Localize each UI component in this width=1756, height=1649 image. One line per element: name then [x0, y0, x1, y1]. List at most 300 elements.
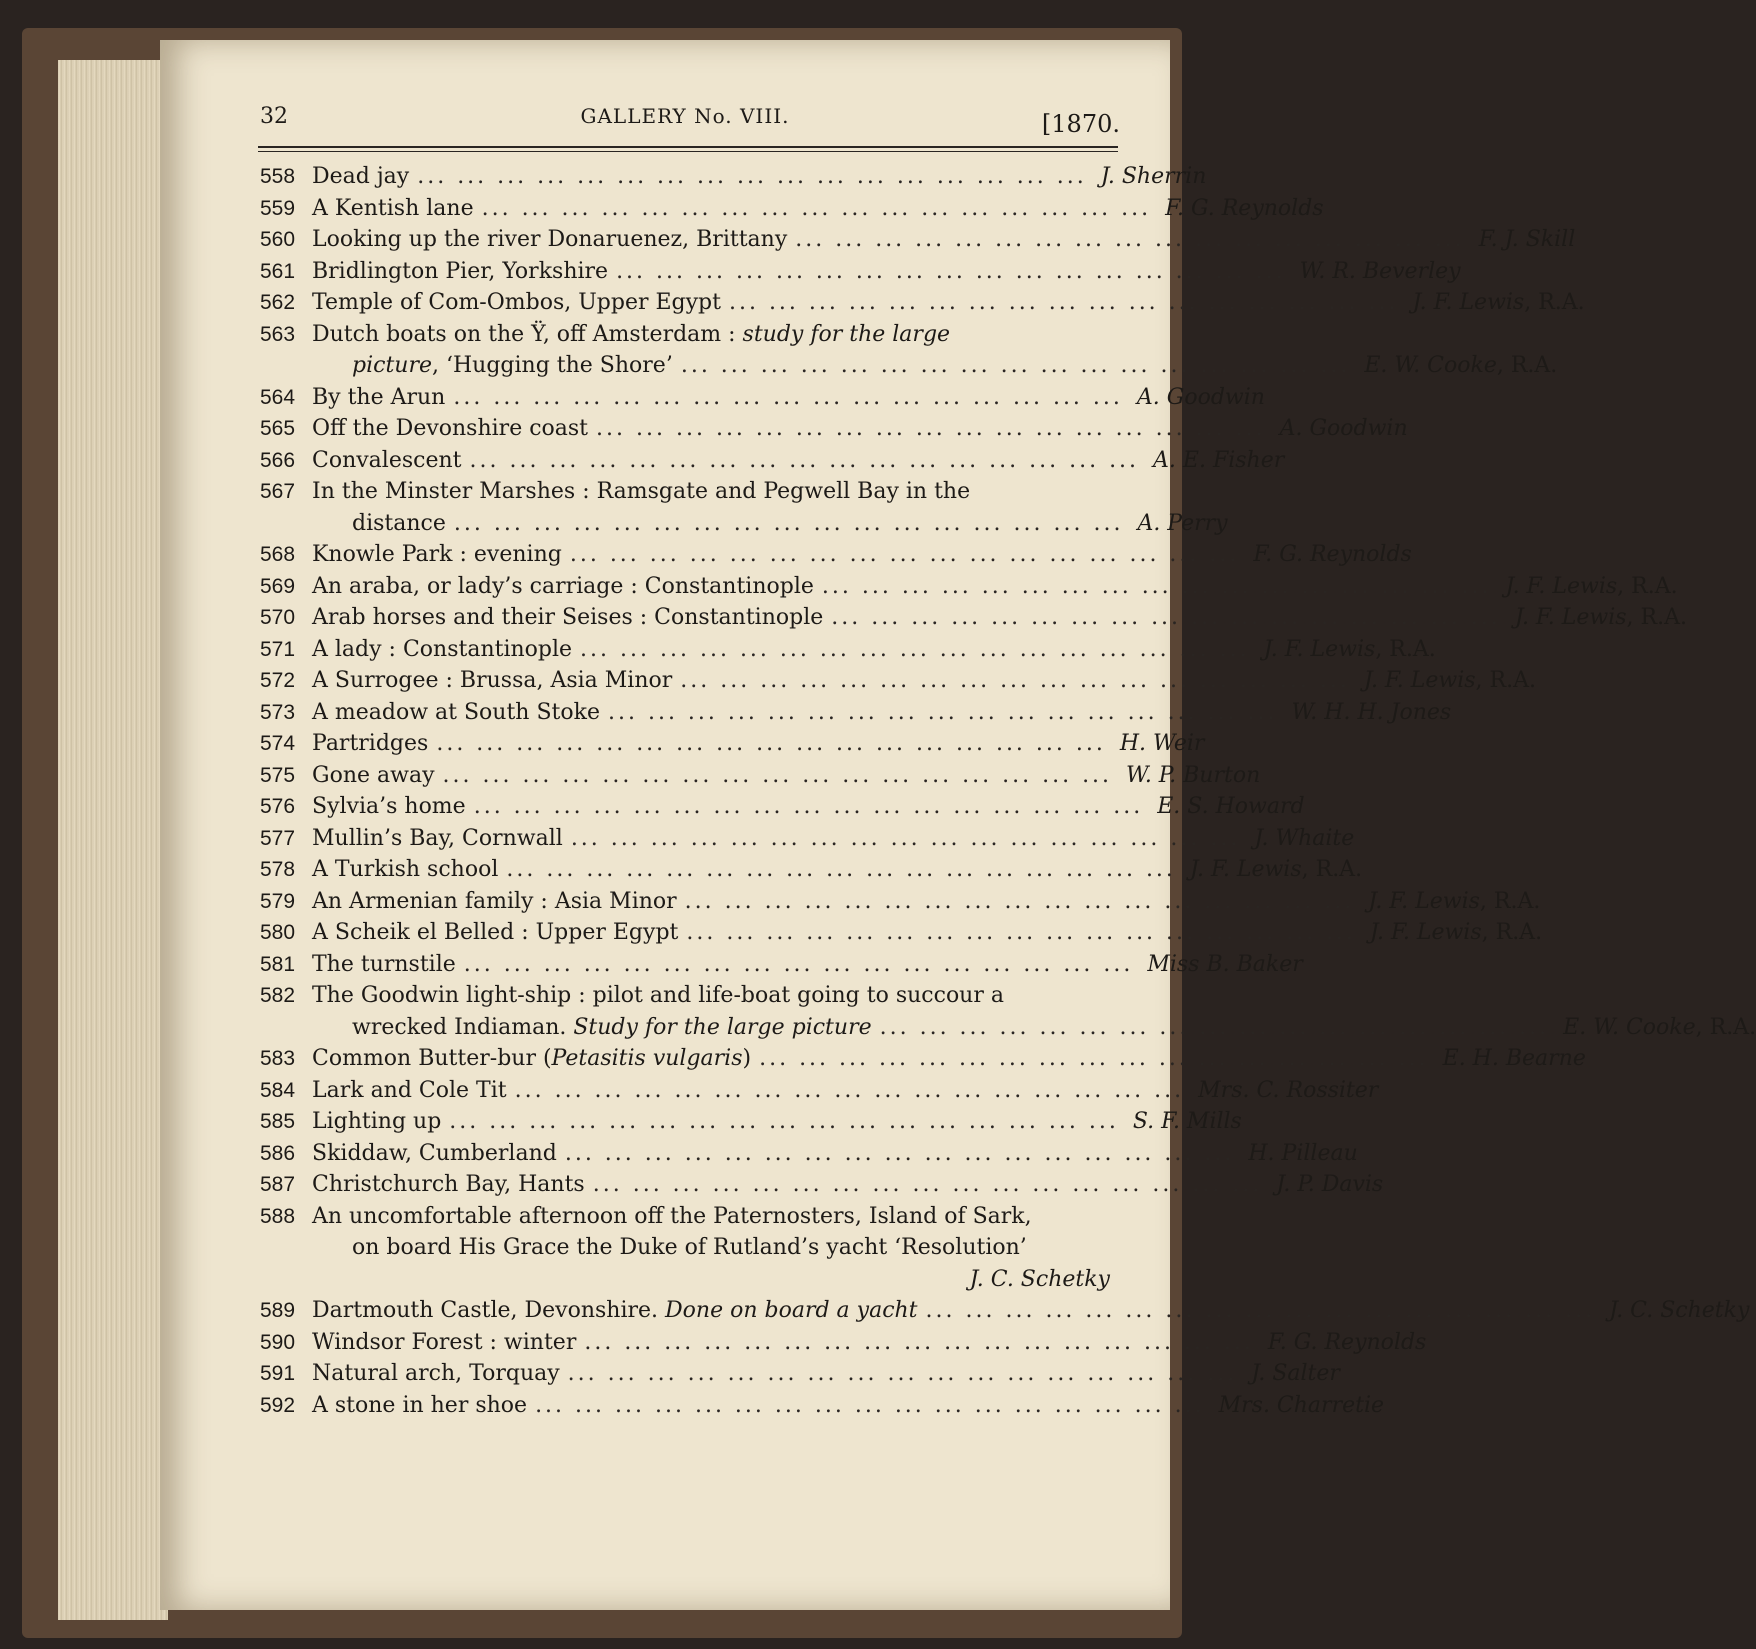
title-part: distance [352, 510, 446, 536]
entry-line [260, 319, 1110, 351]
title-part: Dartmouth Castle, Devonshire. [312, 1298, 666, 1323]
catalogue-entry [260, 917, 1543, 949]
title-part: , ‘Hugging the Shore’ [432, 353, 673, 378]
page-edges [58, 60, 168, 1620]
entry-title [312, 445, 462, 477]
entry-line [260, 1390, 1384, 1422]
artist-name [1499, 571, 1677, 603]
header-rule [258, 146, 1118, 148]
title-part: Study for the large picture [573, 1014, 872, 1040]
entry-number: 574 [260, 732, 296, 755]
entry-title [312, 1295, 918, 1327]
artist-name [1114, 728, 1205, 760]
artist-name [1127, 1106, 1242, 1138]
entry-number: 589 [260, 1299, 296, 1322]
entry-number: 568 [260, 543, 296, 566]
leader-dots: ... ... ... ... ... ... ... ... ... ... ... ... ... ... ... ... ... [596, 416, 1266, 441]
entry-title [312, 1075, 507, 1107]
artist-name [1358, 665, 1536, 697]
artist-text: A. Goodwin [1279, 416, 1408, 441]
entry-title [312, 728, 428, 760]
entry-number: 584 [260, 1078, 296, 1102]
artist-text: H. Weir [1119, 731, 1205, 756]
catalogue-entry [260, 476, 1228, 539]
artist-text: J. Salter [1251, 1361, 1340, 1386]
entry-number: 566 [260, 448, 296, 472]
title-part: Mullin’s Bay, Cornwall [312, 825, 563, 851]
entry-line [260, 917, 1543, 949]
entry-title [312, 634, 572, 666]
title-part: A stone in her shoe [312, 1392, 528, 1418]
title-part: Lighting up [312, 1109, 442, 1134]
catalogue-entry [260, 791, 1305, 823]
catalogue-entry [260, 413, 1408, 445]
artist-name [1151, 791, 1304, 823]
entry-line [260, 949, 1303, 981]
artist-text: W. P. Burton [1126, 762, 1261, 788]
artist-suffix: , R.A. [1481, 920, 1543, 945]
entry-number: 573 [260, 700, 296, 724]
artist-name [1407, 287, 1585, 319]
artist-text: A. Perry [1137, 510, 1228, 536]
entry-number: 586 [260, 1141, 296, 1165]
catalogue-page [160, 40, 1756, 1610]
leader-dots: ... ... ... ... ... ... ... ... ... ... ... ... ... ... ... ... ... [879, 1014, 1550, 1040]
entry-title [312, 413, 588, 445]
entry-title [312, 1358, 560, 1390]
entry-number: 579 [260, 889, 296, 913]
artist-text: J. C. Schetky [969, 1266, 1110, 1292]
artist-text: W. H. H. Jones [1291, 699, 1452, 725]
entry-number: 565 [260, 417, 296, 440]
entry-line [260, 476, 1110, 508]
entry-line [260, 1169, 1384, 1201]
entry-title [312, 949, 456, 981]
title-part: Temple of Com-Ombos, Upper Egypt [312, 290, 721, 315]
year: [1870. [1041, 110, 1120, 138]
entry-title [352, 508, 446, 540]
entry-line [260, 256, 1461, 288]
leader-dots: ... ... ... ... ... ... ... ... ... ... ... ... ... ... ... ... ... [514, 1077, 1185, 1103]
artist-text: W. R. Beverley [1299, 258, 1461, 284]
artist-text: A. E. Fisher [1153, 447, 1285, 473]
entry-number: 587 [260, 1173, 296, 1196]
title-part: ) [742, 1046, 752, 1071]
artist-suffix: , R.A. [1626, 605, 1687, 630]
artist-name [1362, 886, 1540, 918]
artist-name [1131, 382, 1265, 414]
title-part: Sylvia’s home [312, 794, 466, 819]
artist-name [1294, 256, 1461, 288]
entry-line [260, 1295, 1750, 1327]
leader-dots: ... ... ... ... ... ... ... ... ... ... ... ... ... ... ... ... ... [417, 164, 1087, 189]
artist-name [1192, 1075, 1378, 1107]
page-header [260, 104, 1120, 140]
title-part: Looking up the river Donaruenez, Brittany [312, 227, 788, 252]
entry-line [260, 665, 1536, 697]
entry-title [312, 1201, 1032, 1233]
entry-line [260, 1075, 1379, 1107]
catalogue-entry [260, 1075, 1379, 1107]
catalogue-entry [260, 1295, 1750, 1327]
entry-number: 592 [260, 1393, 296, 1417]
title-part: A lady : Constantinople [312, 636, 573, 662]
artist-name [1095, 161, 1207, 193]
artist-name [1245, 1358, 1340, 1390]
entry-title [312, 602, 823, 634]
catalogue-entry [260, 1106, 1242, 1138]
entry-title [312, 287, 721, 319]
entry-number: 563 [260, 322, 296, 346]
artist-text: E. W. Cooke [1563, 1014, 1696, 1040]
artist-text: H. Pilleau [1248, 1140, 1358, 1166]
entry-title [352, 350, 673, 382]
entry-line [260, 539, 1412, 571]
artist-suffix: , R.A. [1479, 888, 1541, 914]
artist-text: F. G. Reynolds [1253, 542, 1412, 567]
entry-line [260, 508, 1228, 540]
artist-name [1213, 1390, 1384, 1422]
artist-text: J. F. Lewis [1505, 573, 1618, 599]
entry-number: 585 [260, 1110, 296, 1133]
entry-number: 577 [260, 826, 296, 850]
artist-text: J. F. Lewis [1514, 605, 1627, 630]
title-part: An Armenian family : Asia Minor [312, 888, 677, 914]
leader-dots: ... ... ... ... ... ... ... ... ... ... ... ... ... ... ... ... ... [506, 857, 1176, 882]
leader-dots: ... ... ... ... ... ... ... ... ... ... ... ... ... ... ... ... ... [469, 447, 1140, 473]
entry-line [260, 1106, 1242, 1138]
entry-title [312, 193, 474, 225]
leader-dots: ... ... ... ... ... ... ... ... ... ... ... ... ... ... ... ... ... [795, 227, 1465, 252]
entry-number: 562 [260, 291, 296, 314]
entry-line [260, 571, 1678, 603]
catalogue-entry [260, 823, 1355, 855]
title-part: on board His Grace the Duke of Rutland’s yacht ‘Resolution’ [352, 1235, 1027, 1260]
entry-line [260, 1358, 1340, 1390]
catalogue-entry [260, 319, 1558, 382]
leader-dots: ... ... ... ... ... ... ... ... ... ... ... ... ... ... ... ... ... [481, 195, 1152, 221]
leader-dots: ... ... ... ... ... ... ... ... ... ... ... ... ... ... ... ... ... [442, 762, 1113, 788]
entry-line [260, 854, 1363, 886]
leader-dots: ... ... ... ... ... ... ... ... ... ... ... ... ... ... ... ... ... [831, 605, 1501, 630]
catalogue-entry [260, 193, 1324, 225]
entry-line [260, 1043, 1586, 1075]
catalogue-entry [260, 602, 1687, 634]
artist-text: Miss B. Baker [1147, 951, 1303, 977]
title-part: Common Butter-bur ( [312, 1046, 552, 1071]
title-part: A meadow at South Stoke [312, 699, 600, 725]
entry-line [260, 1327, 1427, 1359]
entry-number: 558 [260, 165, 296, 188]
leader-dots: ... ... ... ... ... ... ... ... ... ... ... ... ... ... ... ... ... [570, 825, 1241, 851]
title-part: Convalescent [312, 447, 462, 473]
entry-number: 564 [260, 385, 296, 409]
artist-text: Mrs. Charretie [1218, 1392, 1384, 1418]
title-part: Petasitis vulgaris [551, 1046, 743, 1071]
artist-name [1131, 508, 1227, 540]
catalogue-entry [260, 382, 1265, 414]
catalogue-entry [260, 539, 1412, 571]
artist-name [1364, 917, 1542, 949]
leader-dots: ... ... ... ... ... ... ... ... ... ... ... ... ... ... ... ... ... [580, 636, 1250, 662]
entry-title [312, 224, 787, 256]
artist-name [1120, 760, 1260, 792]
entry-number: 576 [260, 795, 296, 818]
catalogue-entry [260, 728, 1205, 760]
title-part: Done on board a yacht [665, 1298, 918, 1323]
title-part: wrecked Indiaman. [352, 1014, 574, 1040]
catalogue-entry [260, 854, 1363, 886]
gallery-title: GALLERY No. VIII. [580, 104, 790, 128]
artist-text: F. G. Reynolds [1267, 1329, 1427, 1355]
entry-line [260, 1201, 1110, 1233]
artist-name [1242, 1138, 1357, 1170]
entry-title [312, 1043, 751, 1075]
entry-title [312, 1390, 527, 1422]
entry-number: 583 [260, 1047, 296, 1070]
entry-line [260, 1138, 1358, 1170]
entry-line [260, 382, 1265, 414]
artist-name [1159, 193, 1323, 225]
artist-name [1437, 1043, 1586, 1075]
title-part: Partridges [312, 731, 429, 756]
leader-dots: ... ... ... ... ... ... ... ... ... ... ... ... ... ... ... ... ... [821, 573, 1492, 599]
title-part: In the Minster Marshes : Ramsgate and Pegwell Bay in the [312, 479, 971, 504]
artist-text: J. C. Schetky [1609, 1298, 1750, 1323]
artist-suffix: , R.A. [1496, 353, 1558, 378]
leader-dots: ... ... ... ... ... ... ... ... ... ... ... ... ... ... ... ... ... [607, 699, 1278, 725]
artist-name [964, 1264, 1110, 1296]
entry-title [312, 886, 677, 918]
entry-title [312, 161, 409, 193]
artist-text: E. H. Bearne [1442, 1046, 1586, 1071]
entry-title [312, 917, 678, 949]
leader-dots: ... ... ... ... ... ... ... ... ... ... ... ... ... ... ... ... ... [680, 668, 1350, 693]
entry-number: 575 [260, 763, 296, 787]
title-part: Knowle Park : evening [312, 542, 562, 567]
leader-dots: ... ... ... ... ... ... ... ... ... ... ... ... ... ... ... ... ... [584, 1329, 1254, 1355]
leader-dots: ... ... ... ... ... ... ... ... ... ... ... ... ... ... ... ... ... [686, 920, 1356, 945]
catalogue-entry [260, 1043, 1586, 1075]
artist-name [1147, 445, 1284, 477]
entry-title [352, 1012, 872, 1044]
entry-title [312, 760, 435, 792]
artist-text: J. F. Lewis [1263, 636, 1376, 662]
artist-name [1274, 413, 1408, 445]
catalogue-entry [260, 697, 1452, 729]
entry-number: 581 [260, 952, 296, 976]
entry-number: 559 [260, 196, 296, 220]
entry-title [312, 1327, 576, 1359]
entry-line [260, 823, 1355, 855]
catalogue-entry [260, 224, 1576, 256]
artist-suffix: , R.A. [1375, 636, 1436, 662]
entry-line [260, 350, 1558, 382]
leader-dots: ... ... ... ... ... ... ... ... ... ... ... ... ... ... ... ... ... [759, 1046, 1429, 1071]
entry-line [260, 1012, 1756, 1044]
artist-suffix: , R.A. [1301, 857, 1363, 882]
entry-number: 571 [260, 637, 296, 661]
artist-name [1248, 823, 1354, 855]
entry-title [312, 1138, 557, 1170]
artist-text: J. Whaite [1254, 825, 1355, 851]
entry-line [260, 728, 1205, 760]
artist-name [1286, 697, 1452, 729]
artist-name [1270, 1169, 1383, 1201]
artist-text: J. Sherrin [1100, 164, 1207, 189]
title-part: Bridlington Pier, Yorkshire [312, 258, 609, 284]
leader-dots: ... ... ... ... ... ... ... ... ... ... ... ... ... ... ... ... ... [925, 1298, 1596, 1323]
artist-text: J. P. Davis [1276, 1172, 1384, 1197]
artist-name [1509, 602, 1687, 634]
entry-title [312, 665, 672, 697]
entry-title [312, 382, 445, 414]
leader-dots: ... ... ... ... ... ... ... ... ... ... ... ... ... ... ... ... ... [453, 384, 1123, 410]
title-part: A Scheik el Belled : Upper Egypt [312, 920, 679, 945]
leader-dots: ... ... ... ... ... ... ... ... ... ... ... ... ... ... ... ... ... [449, 1109, 1119, 1134]
catalogue-entry [260, 161, 1207, 193]
catalogue-entry [260, 1390, 1384, 1422]
entry-line [260, 980, 1110, 1012]
artist-text: A. Goodwin [1136, 384, 1265, 410]
entry-title [312, 1106, 441, 1138]
leader-dots: ... ... ... ... ... ... ... ... ... ... ... ... ... ... ... ... ... [463, 951, 1134, 977]
title-part: Lark and Cole Tit [312, 1077, 507, 1103]
title-part: Christchurch Bay, Hants [312, 1172, 585, 1197]
title-part: The turnstile [312, 951, 456, 977]
artist-suffix: , R.A. [1695, 1014, 1756, 1040]
entry-number: 569 [260, 574, 296, 598]
leader-dots: ... ... ... ... ... ... ... ... ... ... ... ... ... ... ... ... ... [684, 888, 1355, 914]
title-part: A Surrogee : Brussa, Asia Minor [312, 668, 673, 693]
entry-line [260, 1232, 1110, 1264]
entry-line [260, 602, 1687, 634]
entry-line [260, 886, 1541, 918]
leader-dots: ... ... ... ... ... ... ... ... ... ... ... ... ... ... ... ... ... [592, 1172, 1263, 1197]
artist-text: J. F. Lewis [1369, 920, 1482, 945]
entry-line [260, 224, 1576, 256]
artist-text: J. F. Lewis [1368, 888, 1480, 914]
artist-name [1557, 1012, 1756, 1044]
leader-dots: ... ... ... ... ... ... ... ... ... ... ... ... ... ... ... ... ... [569, 542, 1240, 567]
title-part: Arab horses and their Seises : Constantinople [312, 605, 824, 630]
artist-text: J. F. Lewis [1412, 290, 1525, 315]
entry-line [260, 413, 1408, 445]
entry-title [312, 980, 1004, 1012]
title-part: picture [352, 353, 432, 378]
title-part: Off the Devonshire coast [312, 416, 589, 441]
artist-name [1473, 224, 1575, 256]
catalogue-entry [260, 1169, 1384, 1201]
artist-text: J. F. Lewis [1189, 857, 1302, 882]
artist-text: E. S. Howard [1157, 794, 1305, 819]
title-part: Natural arch, Torquay [312, 1361, 560, 1386]
entry-title [312, 539, 562, 571]
leader-dots: ... ... ... ... ... ... ... ... ... ... ... ... ... ... ... ... ... [535, 1392, 1205, 1418]
entry-number: 590 [260, 1330, 296, 1354]
entry-line [260, 287, 1585, 319]
artist-suffix: , R.A. [1475, 668, 1536, 693]
catalogue-entries [260, 161, 1756, 1421]
entry-title [312, 256, 608, 288]
entry-line [260, 697, 1452, 729]
entry-number: 567 [260, 480, 296, 503]
catalogue-entry [260, 1201, 1110, 1296]
title-part: study for the large [742, 321, 951, 347]
leader-dots: ... ... ... ... ... ... ... ... ... ... ... ... ... ... ... ... ... [453, 510, 1124, 536]
title-part: An araba, or lady’s carriage : Constantinople [312, 573, 814, 599]
entry-number: 591 [260, 1362, 296, 1385]
entry-title [312, 697, 600, 729]
catalogue-entry [260, 760, 1261, 792]
leader-dots: ... ... ... ... ... ... ... ... ... ... ... ... ... ... ... ... ... [436, 731, 1106, 756]
entry-number: 561 [260, 259, 296, 283]
title-part: Windsor Forest : winter [312, 1329, 577, 1355]
entry-line [260, 1264, 1110, 1296]
artist-text: Mrs. C. Rossiter [1198, 1077, 1379, 1103]
title-part: By the Arun [312, 384, 446, 410]
artist-name [1603, 1295, 1749, 1327]
leader-dots: ... ... ... ... ... ... ... ... ... ... ... ... ... ... ... ... ... [473, 794, 1144, 819]
artist-name [1358, 350, 1557, 382]
title-part: A Turkish school [312, 857, 499, 882]
title-part: Skiddaw, Cumberland [312, 1140, 557, 1166]
entry-title [312, 1169, 585, 1201]
catalogue-entry [260, 980, 1756, 1043]
title-part: An uncomfortable afternoon off the Paternosters, Island of Sark, [312, 1203, 1032, 1229]
leader-dots: ... ... ... ... ... ... ... ... ... ... ... ... ... ... ... ... ... [564, 1140, 1235, 1166]
entry-title [312, 823, 563, 855]
artist-name [1184, 854, 1362, 886]
artist-name [1141, 949, 1302, 981]
artist-text: J. F. Lewis [1363, 668, 1476, 693]
entry-number: 580 [260, 921, 296, 944]
catalogue-entry [260, 1138, 1358, 1170]
catalogue-entry [260, 445, 1285, 477]
catalogue-entry [260, 949, 1303, 981]
catalogue-entry [260, 665, 1536, 697]
leader-dots: ... ... ... ... ... ... ... ... ... ... ... ... ... ... ... ... ... [616, 258, 1286, 284]
artist-text: F. J. Skill [1478, 227, 1576, 252]
entry-number: 582 [260, 984, 296, 1007]
title-part: Dead jay [312, 164, 410, 189]
header-rule-thin [258, 151, 1118, 152]
entry-line [260, 193, 1324, 225]
catalogue-entry [260, 886, 1541, 918]
entry-title [312, 476, 970, 508]
title-part: A Kentish lane [312, 195, 474, 221]
artist-suffix: , R.A. [1617, 573, 1678, 599]
catalogue-entry [260, 287, 1585, 319]
title-part: The Goodwin light-ship : pilot and life-boat going to succour a [312, 983, 1004, 1008]
artist-name [1247, 539, 1411, 571]
entry-number: 560 [260, 228, 296, 251]
artist-name [1258, 634, 1436, 666]
leader-dots: ... ... ... ... ... ... ... ... ... ... ... ... ... ... ... ... ... [567, 1361, 1238, 1386]
artist-suffix: , R.A. [1524, 290, 1585, 315]
catalogue-entry [260, 634, 1436, 666]
entry-line [260, 445, 1285, 477]
entry-number: 570 [260, 606, 296, 629]
entry-number: 578 [260, 858, 296, 881]
entry-line [260, 634, 1436, 666]
entry-title [312, 791, 466, 823]
artist-text: E. W. Cooke [1364, 353, 1497, 378]
title-part: Gone away [312, 762, 435, 788]
entry-title [312, 319, 950, 351]
leader-dots: ... ... ... ... ... ... ... ... ... ... ... ... ... ... ... ... ... [728, 290, 1399, 315]
entry-line [260, 161, 1207, 193]
